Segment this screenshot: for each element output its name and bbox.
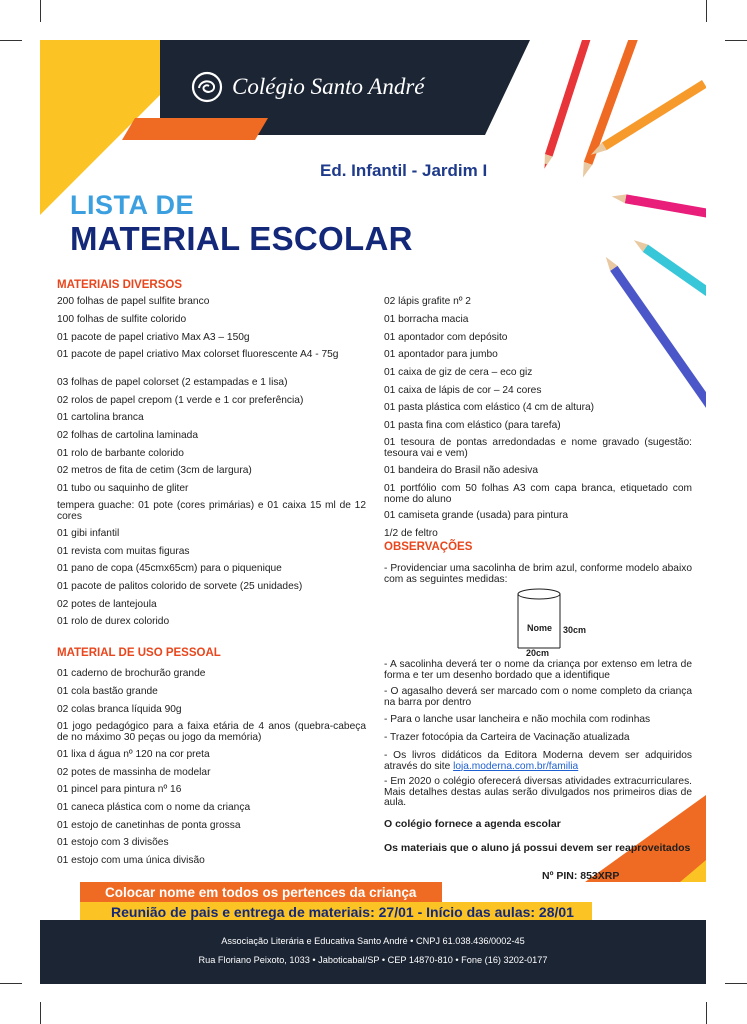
list-item: 01 caderno de brochurão grande	[57, 668, 206, 679]
crop-mark	[0, 40, 22, 41]
logo-text: Colégio Santo André	[232, 74, 425, 99]
bag-name-label: Nome	[527, 623, 553, 633]
reaproveitar-note: Os materiais que o aluno já possui devem ser reaproveitados	[384, 842, 691, 854]
orange-banner-text: Colocar nome em todos os pertences da criança	[105, 885, 417, 900]
orange-banner	[80, 882, 442, 904]
list-item: 02 potes de massinha de modelar	[57, 767, 211, 778]
logo-swirl-icon	[190, 70, 224, 104]
section-heading-observacoes: OBSERVAÇÕES	[384, 541, 473, 553]
list-item: 01 estojo com uma única divisão	[57, 855, 205, 866]
list-item: 01 borracha macia	[384, 314, 469, 325]
footer-line-2: Rua Floriano Peixoto, 1033 • Jaboticabal/SP • CEP 14870-810 • Fone (16) 3202-0177	[198, 955, 548, 965]
bag-diagram	[516, 588, 562, 654]
list-item: 01 camiseta grande (usada) para pintura	[384, 510, 569, 521]
list-item: 01 pasta plástica com elástico (4 cm de altura)	[384, 402, 595, 413]
list-item: 01 apontador para jumbo	[384, 349, 498, 360]
section-heading-pessoal: MATERIAL DE USO PESSOAL	[57, 647, 221, 659]
list-item: 01 pacote de papel criativo Max colorset fluorescente A4 - 75g	[57, 349, 339, 360]
crop-mark	[725, 983, 747, 984]
list-item: 01 tesoura de pontas arredondadas e nome gravado (sugestão: tesoura vai e vem)	[384, 437, 692, 459]
crop-mark	[725, 40, 747, 41]
list-item: 01 caixa de lápis de cor – 24 cores	[384, 385, 542, 396]
list-item: 01 rolo de durex colorido	[57, 616, 170, 627]
footer-line-1: Associação Literária e Educativa Santo André • CNPJ 61.038.436/0002-45	[221, 936, 525, 946]
bag-height-label: 30cm	[563, 625, 587, 635]
list-item: 01 caneca plástica com o nome da criança	[57, 802, 251, 813]
list-item: 200 folhas de papel sulfite branco	[57, 296, 210, 307]
pencil-icon	[611, 192, 706, 219]
agenda-note: O colégio fornece a agenda escolar	[384, 818, 561, 830]
footer	[40, 920, 706, 984]
list-item: 01 cola bastão grande	[57, 686, 158, 697]
obs-livros	[384, 751, 692, 772]
pencil-icon	[541, 40, 596, 170]
list-item: 01 rolo de barbante colorido	[57, 448, 184, 459]
yellow-banner-text: Reunião de pais e entrega de materiais: 27/01 - Início das aulas: 28/01	[111, 904, 574, 920]
section-heading-diversos: MATERIAIS DIVERSOS	[57, 279, 183, 291]
list-item: 01 revista com muitas figuras	[57, 546, 190, 557]
bag-width-label: 20cm	[526, 648, 550, 658]
list-item: 01 pano de copa (45cmx65cm) para o piquenique	[57, 563, 282, 574]
moderna-link[interactable]: loja.moderna.com.br/familia	[453, 760, 579, 772]
obs-intro: - Providenciar uma sacolinha de brim azul, conforme modelo abaixo com as seguintes medidas:	[384, 563, 692, 585]
crop-mark	[40, 1002, 41, 1024]
list-item: 01 pacote de palitos colorido de sorvete (25 unidades)	[57, 581, 303, 592]
list-item: 01 estojo com 3 divisões	[57, 837, 169, 848]
flyer-page	[40, 40, 706, 984]
crop-mark	[40, 0, 41, 22]
obs-vacinacao: - Trazer fotocópia da Carteira de Vacinação atualizada	[384, 732, 630, 743]
title-line-1: LISTA DE	[70, 190, 194, 220]
list-item: 100 folhas de sulfite colorido	[57, 314, 187, 325]
list-item: 01 tubo ou saquinho de gliter	[57, 483, 189, 494]
crop-mark	[706, 0, 707, 22]
obs-sacolinha: - A sacolinha deverá ter o nome da criança por extenso em letra de forma e ter um desenho bordado que a identifique	[384, 659, 692, 681]
title-line-2: MATERIAL ESCOLAR	[70, 220, 413, 257]
list-item: 01 caixa de giz de cera – eco giz	[384, 367, 533, 378]
list-item: 01 estojo de canetinhas de ponta grossa	[57, 820, 241, 831]
list-item: 01 pincel para pintura nº 16	[57, 784, 182, 795]
list-item: 01 gibi infantil	[57, 528, 120, 539]
list-item: 02 rolos de papel crepom (1 verde e 1 cor preferência)	[57, 395, 304, 406]
pencil-icon	[631, 236, 706, 302]
list-item: 01 pasta fina com elástico (para tarefa)	[384, 420, 561, 431]
list-item: 03 folhas de papel colorset (2 estampadas e 1 lisa)	[57, 377, 288, 388]
obs-lanche: - Para o lanche usar lancheira e não mochila com rodinhas	[384, 714, 651, 725]
crop-mark	[0, 983, 22, 984]
list-item: 02 metros de fita de cetim (3cm de largura)	[57, 465, 252, 476]
obs-agasalho: - O agasalho deverá ser marcado com o nome completo da criança na barra por dentro	[384, 686, 692, 708]
list-item: 1/2 de feltro	[384, 528, 438, 539]
list-item: tempera guache: 01 pote (cores primárias) e 01 caixa 15 ml de 12 cores	[57, 500, 366, 522]
obs-extracurriculares: - Em 2020 o colégio oferecerá diversas atividades extracurriculares. Mais detalhes destas aulas serão divulgados nos primeiros dias de aula.	[384, 776, 692, 808]
list-item: 01 bandeira do Brasil não adesiva	[384, 465, 539, 476]
crop-mark	[706, 1002, 707, 1024]
list-item: 01 jogo pedagógico para a faixa etária de 4 anos (quebra-cabeça de no máximo 30 peças ou jogo da memória)	[57, 721, 366, 743]
yellow-banner	[80, 902, 592, 922]
grade-subtitle: Ed. Infantil - Jardim I	[320, 161, 488, 180]
pencil-icon	[579, 40, 646, 179]
obs-livros-text: - Os livros didáticos da Editora Moderna devem ser adquiridos através do site	[384, 750, 692, 772]
school-logo	[190, 70, 425, 104]
list-item: 01 lixa d água nº 120 na cor preta	[57, 749, 210, 760]
list-item: 01 pacote de papel criativo Max A3 – 150g	[57, 332, 250, 343]
list-item: 02 potes de lantejoula	[57, 599, 157, 610]
list-item: 02 folhas de cartolina laminada	[57, 430, 199, 441]
list-item: 02 colas branca líquida 90g	[57, 704, 182, 715]
list-item: 01 apontador com depósito	[384, 332, 508, 343]
list-item: 01 portfólio com 50 folhas A3 com capa branca, etiquetado com nome do aluno	[384, 483, 692, 505]
list-item: 02 lápis grafite nº 2	[384, 296, 471, 307]
orange-header-stripe	[122, 118, 268, 140]
pin-code: Nº PIN: 853XRP	[542, 870, 620, 882]
list-item: 01 cartolina branca	[57, 412, 144, 423]
